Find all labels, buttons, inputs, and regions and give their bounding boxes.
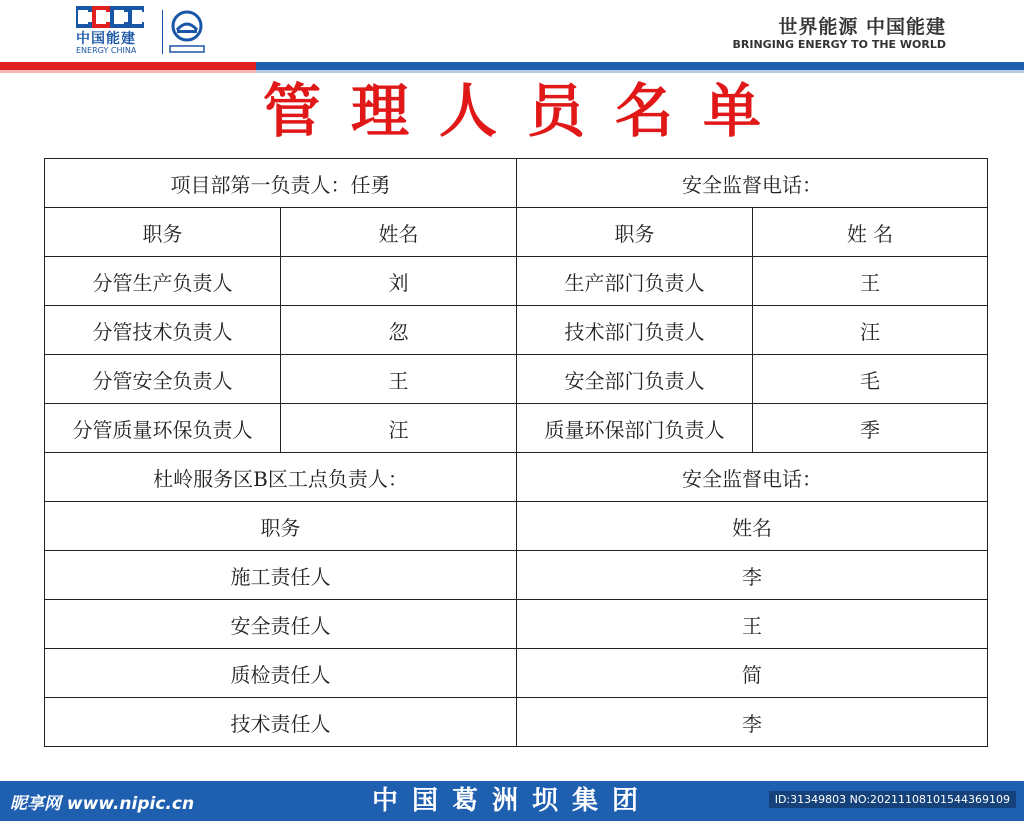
section1-phone-label: 安全监督电话： bbox=[517, 159, 988, 208]
logo-brand-en: ENERGY CHINA bbox=[76, 46, 137, 55]
name-cell: 王 bbox=[281, 355, 517, 404]
slogan-en: BRINGING ENERGY TO THE WORLD bbox=[732, 38, 946, 51]
name-cell: 李 bbox=[517, 698, 988, 747]
role-cell: 质检责任人 bbox=[45, 649, 517, 698]
name-cell: 李 bbox=[517, 551, 988, 600]
table-row bbox=[45, 698, 988, 747]
table-row bbox=[45, 355, 988, 404]
watermark-left: 昵享网 www.nipic.cn bbox=[10, 794, 195, 814]
name-cell: 简 bbox=[517, 649, 988, 698]
section2-phone-label: 安全监督电话： bbox=[517, 453, 988, 502]
role-cell: 分管技术负责人 bbox=[45, 306, 281, 355]
page-title: 管理人员名单 bbox=[262, 77, 791, 145]
section1-leader: 项目部第一负责人：任勇 bbox=[45, 159, 517, 208]
column-header-name: 姓名 bbox=[281, 208, 517, 257]
header bbox=[0, 0, 1024, 62]
header-stripe-thin bbox=[0, 70, 1024, 73]
name-cell: 汪 bbox=[753, 306, 988, 355]
energy-china-logo bbox=[76, 6, 206, 56]
column-header-name: 姓名 bbox=[517, 502, 988, 551]
slogan-cn: 世界能源 中国能建 bbox=[778, 16, 946, 38]
section2-header-row bbox=[45, 453, 988, 502]
watermark-right: ID:31349803 NO:20211108101544369109 bbox=[769, 791, 1016, 808]
role-cell: 安全部门负责人 bbox=[517, 355, 753, 404]
column-header-name: 姓 名 bbox=[753, 208, 988, 257]
section1-header-row bbox=[45, 159, 988, 208]
name-cell: 季 bbox=[753, 404, 988, 453]
table-row bbox=[45, 649, 988, 698]
table-row bbox=[45, 600, 988, 649]
role-cell: 分管生产负责人 bbox=[45, 257, 281, 306]
column-header-role: 职务 bbox=[45, 208, 281, 257]
table-row bbox=[45, 404, 988, 453]
name-cell: 毛 bbox=[753, 355, 988, 404]
table-row bbox=[45, 306, 988, 355]
section2-leader: 杜岭服务区B区工点负责人： bbox=[45, 453, 517, 502]
role-cell: 安全责任人 bbox=[45, 600, 517, 649]
role-cell: 质量环保部门负责人 bbox=[517, 404, 753, 453]
logo-divider bbox=[162, 10, 163, 54]
section1-column-headers bbox=[45, 208, 988, 257]
name-cell: 忽 bbox=[281, 306, 517, 355]
name-cell: 王 bbox=[753, 257, 988, 306]
role-cell: 技术责任人 bbox=[45, 698, 517, 747]
role-cell: 技术部门负责人 bbox=[517, 306, 753, 355]
table-row bbox=[45, 257, 988, 306]
section2-column-headers bbox=[45, 502, 988, 551]
header-stripe bbox=[0, 62, 1024, 70]
role-cell: 生产部门负责人 bbox=[517, 257, 753, 306]
name-cell: 汪 bbox=[281, 404, 517, 453]
table-row bbox=[45, 551, 988, 600]
cggc-logo-icon bbox=[168, 10, 206, 56]
ceec-logo-icon bbox=[76, 6, 144, 28]
name-cell: 刘 bbox=[281, 257, 517, 306]
footer-bar bbox=[0, 781, 1024, 821]
column-header-role: 职务 bbox=[45, 502, 517, 551]
role-cell: 分管安全负责人 bbox=[45, 355, 281, 404]
role-cell: 分管质量环保负责人 bbox=[45, 404, 281, 453]
footer-org-name: 中国葛洲坝集团 bbox=[371, 786, 652, 816]
name-cell: 王 bbox=[517, 600, 988, 649]
logo-brand-cn: 中国能建 bbox=[76, 31, 136, 47]
column-header-role: 职务 bbox=[517, 208, 753, 257]
role-cell: 施工责任人 bbox=[45, 551, 517, 600]
management-roster-table bbox=[44, 158, 988, 747]
